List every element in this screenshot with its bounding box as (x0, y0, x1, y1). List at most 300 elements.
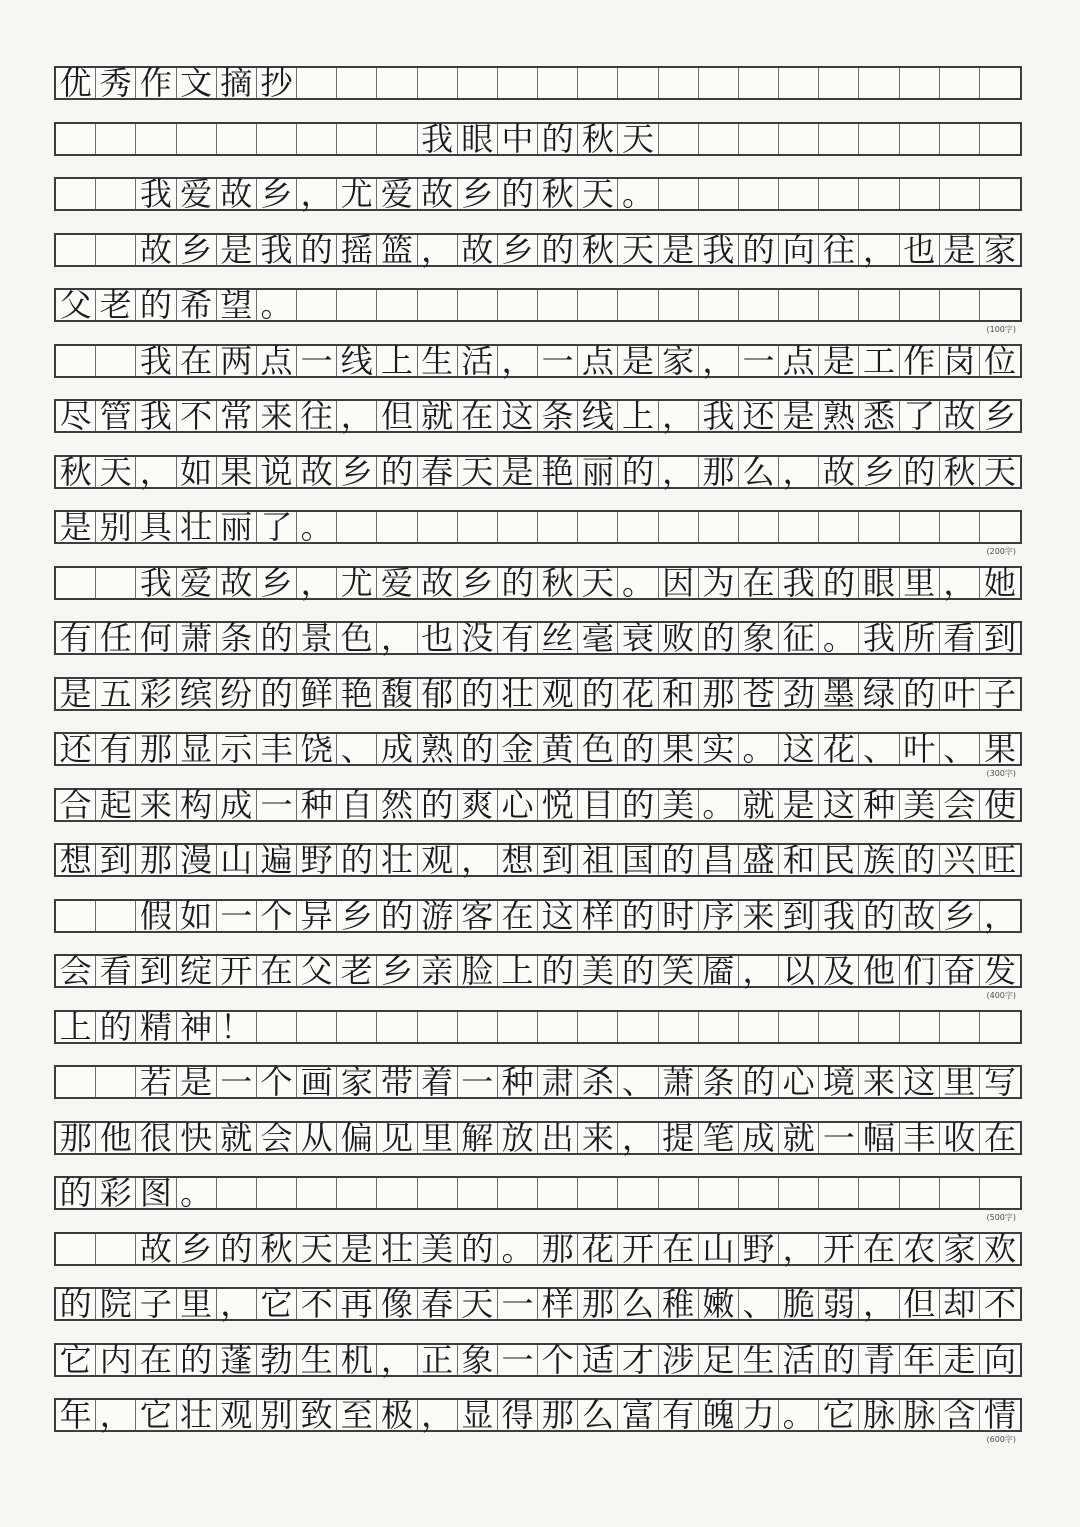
grid-cell: 在 (257, 956, 297, 986)
grid-cell: 祖 (578, 845, 618, 875)
grid-cell (659, 512, 699, 542)
grid-cell: 作 (136, 68, 176, 98)
grid-cell: 不 (177, 401, 217, 431)
grid-cell: 是 (618, 346, 658, 376)
grid-cell (96, 346, 136, 376)
grid-cell: 没 (458, 623, 498, 653)
grid-cell: 一 (458, 1067, 498, 1097)
grid-cell (940, 124, 980, 154)
grid-cell: 的 (458, 679, 498, 709)
grid-cell (940, 68, 980, 98)
grid-cell: 乡 (984, 397, 1017, 435)
grid-cell (538, 290, 578, 320)
grid-cell: 致 (297, 1400, 337, 1430)
grid-cell (136, 124, 176, 154)
grid-cell: 起 (96, 790, 136, 820)
grid-cell: 走 (940, 1345, 980, 1375)
grid-cell: 彩 (136, 679, 176, 709)
grid-cell (56, 235, 96, 265)
grid-cell: 我 (136, 401, 176, 431)
grid-cell: 壮 (177, 1400, 217, 1430)
grid-cell (56, 1067, 96, 1097)
word-count-mark: (200字) (986, 547, 1016, 556)
grid-cell: 的 (217, 1234, 257, 1264)
grid-cell: 象 (458, 1345, 498, 1375)
grid-cell (56, 346, 96, 376)
grid-cell: 我 (779, 568, 819, 598)
grid-cell: ， (337, 401, 377, 431)
grid-cell (739, 68, 779, 98)
grid-cell: 眼 (458, 124, 498, 154)
grid-cell: 彩 (96, 1178, 136, 1208)
grid-cell: 我 (859, 623, 899, 653)
grid-cell: 天 (578, 568, 618, 598)
grid-cell: 情 (984, 1396, 1017, 1434)
grid-cell: 上 (618, 401, 658, 431)
grid-cell: 旺 (984, 841, 1017, 879)
grid-cell: 是 (498, 457, 538, 487)
grid-cell: 位 (984, 341, 1017, 380)
grid-cell (900, 124, 940, 154)
grid-row (54, 399, 1022, 433)
grid-cell: 稚 (659, 1289, 699, 1319)
grid-row (54, 732, 1022, 766)
grid-cell: 得 (498, 1400, 538, 1430)
grid-row (54, 177, 1022, 211)
grid-cell: 往 (297, 401, 337, 431)
grid-cell: 的 (257, 679, 297, 709)
grid-cell (699, 124, 739, 154)
grid-cell: 丽 (578, 457, 618, 487)
grid-cell: 正 (418, 1345, 458, 1375)
grid-cell (458, 1178, 498, 1208)
grid-cell: 黄 (538, 734, 578, 764)
grid-cell (377, 124, 417, 154)
grid-cell: 馥 (377, 679, 417, 709)
grid-cell: 劲 (779, 679, 819, 709)
grid-cell: 摘 (217, 68, 257, 98)
grid-cell: 的 (377, 457, 417, 487)
grid-cell: 征 (779, 623, 819, 653)
grid-cell: 的 (699, 623, 739, 653)
grid-cell: 至 (337, 1400, 377, 1430)
grid-row (54, 1340, 1022, 1379)
grid-cell: 成 (217, 790, 257, 820)
grid-cell: 适 (578, 1345, 618, 1375)
grid-cell: 精 (136, 1012, 176, 1042)
grid-cell: 的 (618, 956, 658, 986)
grid-cell: 爱 (377, 179, 417, 209)
grid-cell: 上 (377, 346, 417, 376)
grid-cell (458, 68, 498, 98)
grid-cell: 一 (217, 1067, 257, 1097)
grid-cell: 杀 (578, 1067, 618, 1097)
grid-cell: 那 (538, 1400, 578, 1430)
grid-cell: 一 (498, 1289, 538, 1319)
grid-cell (779, 179, 819, 209)
grid-cell: 的 (458, 1234, 498, 1264)
grid-cell (498, 68, 538, 98)
grid-cell: 勃 (257, 1345, 297, 1375)
grid-cell: 悉 (859, 401, 899, 431)
grid-cell: 一 (217, 901, 257, 931)
grid-cell: 两 (217, 346, 257, 376)
grid-cell: 线 (578, 401, 618, 431)
grid-cell (659, 179, 699, 209)
grid-cell (900, 179, 940, 209)
grid-cell: ， (297, 179, 337, 209)
grid-cell: 我 (257, 235, 297, 265)
grid-cell: 我 (418, 124, 458, 154)
grid-cell: 到 (984, 619, 1017, 657)
grid-cell: ， (377, 1345, 417, 1375)
grid-cell: ， (940, 568, 980, 598)
grid-cell (699, 290, 739, 320)
grid-cell: 脉 (859, 1400, 899, 1430)
grid-cell: 家 (940, 1234, 980, 1264)
grid-cell (859, 179, 899, 209)
grid-cell: 的 (618, 901, 658, 931)
grid-cell: 爽 (458, 790, 498, 820)
grid-cell: 到 (136, 956, 176, 986)
grid-cell (337, 1178, 377, 1208)
grid-cell (458, 1012, 498, 1042)
grid-cell (377, 1178, 417, 1208)
grid-cell: ， (699, 346, 739, 376)
grid-cell: 故 (418, 179, 458, 209)
grid-cell: 壮 (177, 512, 217, 542)
grid-cell: 发 (984, 952, 1017, 990)
grid-cell: 遍 (257, 845, 297, 875)
grid-cell: 这 (779, 734, 819, 764)
grid-cell (337, 124, 377, 154)
grid-cell: 绿 (859, 679, 899, 709)
grid-cell: 老 (337, 956, 377, 986)
grid-cell (538, 512, 578, 542)
grid-cell (257, 124, 297, 154)
grid-cell: 美 (578, 956, 618, 986)
grid-cell (940, 512, 980, 542)
grid-cell: 五 (96, 679, 136, 709)
grid-cell: 活 (779, 1345, 819, 1375)
grid-cell (900, 1012, 940, 1042)
grid-cell: 内 (96, 1345, 136, 1375)
grid-cell: 序 (699, 901, 739, 931)
grid-cell: 很 (136, 1123, 176, 1153)
grid-cell (819, 290, 859, 320)
grid-cell: 自 (337, 790, 377, 820)
grid-cell: 春 (418, 457, 458, 487)
grid-cell: 故 (940, 401, 980, 431)
grid-cell: 种 (297, 790, 337, 820)
grid-cell: 故 (458, 235, 498, 265)
grid-cell: 心 (498, 790, 538, 820)
grid-cell: 极 (377, 1400, 417, 1430)
grid-cell (337, 290, 377, 320)
grid-cell: 和 (659, 679, 699, 709)
grid-cell: ， (297, 568, 337, 598)
grid-cell: 嫩 (699, 1289, 739, 1319)
grid-cell: 色 (337, 623, 377, 653)
word-count-mark: (400字) (986, 991, 1016, 1000)
grid-cell: 点 (779, 346, 819, 376)
word-count-mark: (300字) (986, 769, 1016, 778)
grid-cell: 来 (739, 901, 779, 931)
grid-cell (578, 512, 618, 542)
grid-cell: 还 (56, 734, 96, 764)
grid-cell: ， (859, 1289, 899, 1319)
grid-cell: 我 (136, 179, 176, 209)
grid-cell: ， (418, 235, 458, 265)
grid-cell: 带 (377, 1067, 417, 1097)
grid-cell: 不 (984, 1285, 1017, 1323)
grid-cell: 、 (739, 1289, 779, 1319)
grid-cell (699, 512, 739, 542)
grid-cell (418, 1178, 458, 1208)
grid-row (54, 896, 1022, 935)
grid-cell: 一 (498, 1345, 538, 1375)
grid-cell (377, 68, 417, 98)
grid-cell: 一 (538, 346, 578, 376)
grid-cell (739, 124, 779, 154)
grid-cell: 观 (538, 679, 578, 709)
grid-row (54, 1007, 1022, 1046)
grid-cell: 的 (56, 1289, 96, 1319)
grid-cell: 的 (257, 623, 297, 653)
grid-cell (377, 290, 417, 320)
grid-cell (980, 290, 1020, 320)
grid-cell: 往 (819, 235, 859, 265)
grid-cell: 乡 (498, 235, 538, 265)
grid-cell: 就 (779, 1123, 819, 1153)
grid-cell: 生 (297, 1345, 337, 1375)
grid-cell: 尽 (56, 401, 96, 431)
grid-cell: 的 (900, 457, 940, 487)
grid-cell: 再 (337, 1289, 377, 1319)
grid-cell: 么 (739, 457, 779, 487)
grid-cell: 写 (984, 1063, 1017, 1101)
grid-cell: 的 (819, 568, 859, 598)
grid-cell: 父 (297, 956, 337, 986)
grid-cell: 象 (739, 623, 779, 653)
grid-cell: 那 (56, 1123, 96, 1153)
grid-cell: ， (136, 457, 176, 487)
grid-cell (980, 512, 1020, 542)
grid-cell: 。 (779, 1400, 819, 1430)
grid-cell: 鲜 (297, 679, 337, 709)
grid-cell: 也 (418, 623, 458, 653)
grid-cell: 富 (618, 1400, 658, 1430)
grid-cell: 生 (739, 1345, 779, 1375)
grid-cell: 族 (859, 845, 899, 875)
grid-cell: 构 (177, 790, 217, 820)
grid-cell: 盛 (739, 845, 779, 875)
grid-cell: 说 (257, 457, 297, 487)
grid-cell: 故 (819, 457, 859, 487)
grid-cell: 的 (538, 235, 578, 265)
grid-cell: 我 (819, 901, 859, 931)
grid-cell: 想 (498, 845, 538, 875)
grid-cell (498, 1178, 538, 1208)
grid-cell: 故 (136, 235, 176, 265)
grid-cell: 的 (377, 901, 417, 931)
grid-cell: 天 (458, 457, 498, 487)
grid-cell: 尤 (337, 568, 377, 598)
grid-cell: 却 (940, 1289, 980, 1319)
grid-cell: 是 (819, 346, 859, 376)
grid-cell: 具 (136, 512, 176, 542)
grid-cell: 的 (498, 179, 538, 209)
grid-cell: 家 (337, 1067, 377, 1097)
grid-row (54, 1118, 1022, 1157)
grid-cell: 熟 (418, 734, 458, 764)
grid-cell (297, 290, 337, 320)
grid-cell: 目 (578, 790, 618, 820)
grid-cell: 乡 (377, 956, 417, 986)
grid-cell (900, 1178, 940, 1208)
grid-cell: 秀 (96, 68, 136, 98)
grid-cell (859, 1012, 899, 1042)
grid-cell (739, 1178, 779, 1208)
grid-cell: 会 (940, 790, 980, 820)
grid-cell: 。 (819, 623, 859, 653)
grid-cell (538, 1012, 578, 1042)
grid-cell: 里 (900, 568, 940, 598)
grid-cell: 壮 (498, 679, 538, 709)
grid-cell: 出 (538, 1123, 578, 1153)
grid-cell: 就 (217, 1123, 257, 1153)
grid-cell: 国 (618, 845, 658, 875)
grid-cell: 着 (418, 1067, 458, 1097)
grid-cell: ， (659, 401, 699, 431)
grid-cell (980, 179, 1020, 209)
grid-cell (900, 68, 940, 98)
grid-cell: 机 (337, 1345, 377, 1375)
grid-cell: 何 (136, 623, 176, 653)
grid-cell: 花 (618, 679, 658, 709)
grid-cell: 在 (136, 1345, 176, 1375)
grid-cell (859, 68, 899, 98)
grid-cell: 美 (900, 790, 940, 820)
grid-cell (659, 124, 699, 154)
grid-cell (96, 124, 136, 154)
grid-cell: 足 (699, 1345, 739, 1375)
grid-cell: 抄 (257, 68, 297, 98)
grid-cell (337, 512, 377, 542)
grid-cell: 显 (458, 1400, 498, 1430)
grid-cell: 艳 (538, 457, 578, 487)
grid-cell: 使 (984, 785, 1017, 824)
grid-cell (859, 290, 899, 320)
grid-cell: 岗 (940, 346, 980, 376)
grid-cell: 是 (659, 235, 699, 265)
grid-cell: 秋 (940, 457, 980, 487)
grid-cell (96, 901, 136, 931)
grid-cell: 苍 (739, 679, 779, 709)
grid-cell: 它 (257, 1289, 297, 1319)
grid-cell: 漫 (177, 845, 217, 875)
grid-cell: 的 (859, 901, 899, 931)
grid-cell: 别 (96, 512, 136, 542)
grid-cell: 农 (900, 1234, 940, 1264)
grid-cell: 脉 (900, 1400, 940, 1430)
grid-cell: 看 (940, 623, 980, 653)
grid-cell (96, 1234, 136, 1264)
grid-cell: 合 (56, 790, 96, 820)
grid-cell: 显 (177, 734, 217, 764)
grid-cell: 的 (297, 235, 337, 265)
grid-cell: 的 (538, 956, 578, 986)
grid-row (54, 1176, 1022, 1210)
grid-row (54, 954, 1022, 988)
grid-cell: 在 (498, 901, 538, 931)
grid-cell: 天 (984, 452, 1017, 491)
grid-cell: 色 (578, 734, 618, 764)
grid-cell: 纷 (217, 679, 257, 709)
grid-cell: 爱 (177, 179, 217, 209)
grid-cell: 秋 (578, 124, 618, 154)
grid-cell: 幅 (859, 1123, 899, 1153)
grid-row (54, 230, 1022, 269)
grid-cell: 条 (538, 401, 578, 431)
grid-cell: 昌 (699, 845, 739, 875)
grid-cell: 我 (699, 401, 739, 431)
grid-cell: 里 (940, 1067, 980, 1097)
grid-cell: 解 (458, 1123, 498, 1153)
grid-cell: 缤 (177, 679, 217, 709)
grid-cell: 的 (659, 845, 699, 875)
grid-cell: 丰 (900, 1123, 940, 1153)
grid-cell: ， (418, 1400, 458, 1430)
grid-cell: 了 (900, 401, 940, 431)
grid-cell: 还 (739, 401, 779, 431)
grid-cell (779, 290, 819, 320)
grid-cell (337, 68, 377, 98)
grid-cell (739, 179, 779, 209)
grid-cell: 爱 (377, 568, 417, 598)
grid-cell: 到 (96, 845, 136, 875)
grid-cell: 这 (819, 790, 859, 820)
grid-cell (659, 290, 699, 320)
grid-cell: 。 (177, 1178, 217, 1208)
grid-cell: 生 (418, 346, 458, 376)
grid-cell: 种 (859, 790, 899, 820)
grid-row (54, 452, 1022, 491)
grid-cell: 的 (177, 1345, 217, 1375)
grid-cell: 的 (618, 734, 658, 764)
grid-cell (96, 1067, 136, 1097)
grid-cell (980, 1012, 1020, 1042)
grid-cell: 在 (659, 1234, 699, 1264)
grid-row (54, 510, 1022, 544)
grid-cell: 眼 (859, 568, 899, 598)
grid-row (54, 1065, 1022, 1099)
grid-cell: 它 (819, 1400, 859, 1430)
grid-cell: 开 (618, 1234, 658, 1264)
grid-cell (940, 179, 980, 209)
grid-cell: 。 (498, 1234, 538, 1264)
grid-cell: 、 (859, 734, 899, 764)
grid-cell (418, 1012, 458, 1042)
grid-cell: 线 (337, 346, 377, 376)
grid-cell: 个 (257, 1067, 297, 1097)
grid-cell: 来 (136, 790, 176, 820)
grid-row (54, 843, 1022, 877)
grid-row (54, 1398, 1022, 1432)
grid-cell: ， (779, 457, 819, 487)
grid-cell (618, 1012, 658, 1042)
grid-cell: 来 (578, 1123, 618, 1153)
